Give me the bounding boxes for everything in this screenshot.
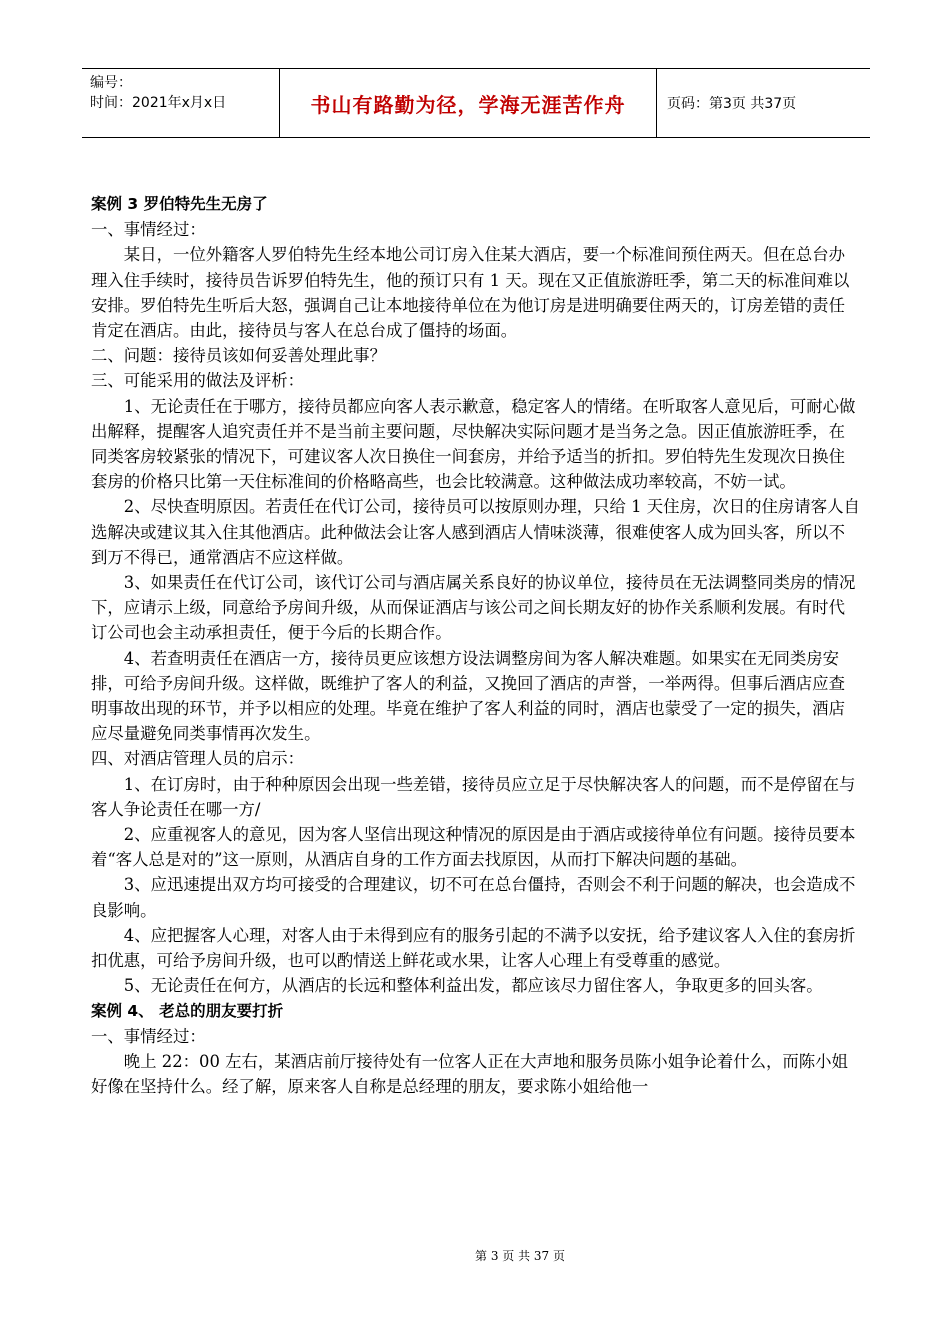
paragraph: 4、应把握客人心理，对客人由于未得到应有的服务引起的不满予以安抚，给予建议客人入住的套房折扣优惠，可给予房间升级，也可以酌情送上鲜花或水果，让客人心理上有受尊重的感觉。 [91,925,856,971]
header-page-label: 页码：第3页 共37页 [667,96,797,112]
section-heading: 一、事情经过： [91,220,206,240]
number-label: 编号： [90,75,132,91]
page-header [82,68,870,138]
paragraph: 1、在订房时，由于种种原因会出现一些差错，接待员应立足于尽快解决客人的问题，而不是停留在与客人争论责任在哪一方/ [91,774,856,819]
paragraph: 5、无论责任在何方，从酒店的长远和整体利益出发，都应该尽力留住客人，争取更多的回头客。 [123,976,823,996]
paragraph: 3、如果责任在代订公司，该代订公司与酒店属关系良好的协议单位，接待员在无法调整同类房的情况下，应请示上级，同意给予房间升级，从而保证酒店与该公司之间长期友好的协作关系顺利发展。有时代订公司也会主动承担责任，便于今后的长期合作。 [91,573,856,643]
section-heading: 一、事情经过： [91,1026,206,1046]
paragraph: 晚上 22：00 左右，某酒店前厅接待处有一位客人正在大声地和服务员陈小姐争论着什么，而陈小姐好像在坚持什么。经了解，原来客人自称是总经理的朋友，要求陈小姐给他一 [91,1051,848,1097]
paragraph: 1、无论责任在于哪方，接待员都应向客人表示歉意，稳定客人的情绪。在听取客人意见后，可耐心做出解释，提醒客人追究责任并不是当前主要问题，尽快解决实际问题才是当务之急。因正值旅游旺季，在同类客房较紧张的情况下，可建议客人次日换住一间套房，并给予适当的折扣。罗伯特先生发现次日换住套房的价格只比第一天住标准间的价格略高些，也会比较满意。这种做法成功率较高，不妨一试。 [91,396,856,492]
section-heading: 四、对酒店管理人员的启示： [91,749,305,769]
section-heading: 二、问题：接待员该如何妥善处理此事？ [91,346,387,366]
paragraph: 3、应迅速提出双方均可接受的合理建议，切不可在总台僵持，否则会不利于问题的解决，也会造成不良影响。 [91,875,856,920]
case3-title: 案例 3 罗伯特先生无房了 [91,195,268,213]
header-motto: 书山有路勤为径，学海无涯苦作舟 [280,69,657,137]
paragraph: 2、应重视客人的意见，因为客人坚信出现这种情况的原因是由于酒店或接待单位有问题。接待员要本着“客人总是对的”这一原则，从酒店自身的工作方面去找原因，从而打下解决问题的基础。 [91,825,856,870]
paragraph: 某日，一位外籍客人罗伯特先生经本地公司订房入住某大酒店，要一个标准间预住两天。但在总台办理入住手续时，接待员告诉罗伯特先生，他的预订只有 1 天。现在又正值旅游旺季，第二天的标准间难以安排。罗伯特先生听后大怒，强调自己让本地接待单位在为他订房是进明确要住两天的，订房差错的责任肯定在酒店。由此，接待员与客人在总台成了僵持的场面。 [91,245,850,341]
paragraph: 2、尽快查明原因。若责任在代订公司，接待员可以按原则办理，只给 1 天住房，次日的住房请客人自选解决或建议其入住其他酒店。此种做法会让客人感到酒店人情味淡薄，很难使客人成为回头客，所以不到万不得已，通常酒店不应这样做。 [91,497,860,567]
case4-title: 案例 4、 老总的朋友要打折 [91,1001,284,1020]
section-heading: 三、可能采用的做法及评析： [91,371,305,391]
paragraph: 4、若查明责任在酒店一方，接待员更应该想方设法调整房间为客人解决难题。如果实在无同类房安排，可给予房间升级。这样做，既维护了客人的利益，又挽回了酒店的声誉，一举两得。但事后酒店应查明事故出现的环节，并予以相应的处理。毕竟在维护了客人利益的同时，酒店也蒙受了一定的损失，酒店应尽量避免同类事情再次发生。 [91,648,845,744]
page-footer: 第 3 页 共 37 页 [475,1249,565,1263]
document-body [91,192,861,1099]
time-label: 时间：2021年x月x日 [90,95,227,111]
header-meta [82,69,280,137]
